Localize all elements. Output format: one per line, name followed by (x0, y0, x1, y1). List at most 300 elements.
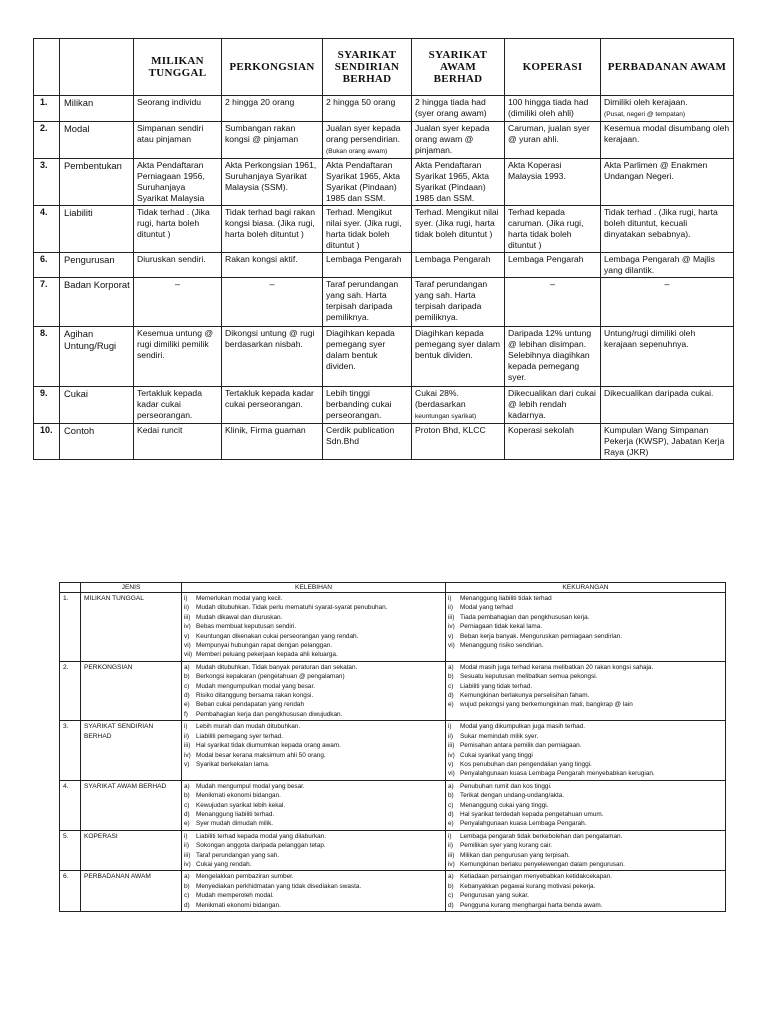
list-item (184, 650, 443, 659)
disadvantages-cell (446, 593, 726, 662)
item-marker: v) (448, 760, 454, 768)
item-text: Menanggung cukai yang tinggi. (460, 801, 549, 809)
header2-jenis: JENIS (81, 583, 182, 593)
list-item (184, 722, 443, 731)
disadvantages-list (448, 663, 723, 710)
header2-num (60, 583, 81, 593)
list-item (448, 682, 723, 691)
table2-row (60, 871, 726, 912)
cell-text: Dikecualikan dari cukai @ lebih rendah kadarnya. (508, 388, 596, 420)
list-item (184, 622, 443, 631)
cell-text: Terhad. Mengikut nilai syer. (Jika rugi, harta tidak boleh dituntut ) (326, 207, 402, 250)
item-marker: a) (448, 873, 454, 881)
table1-cell (412, 159, 505, 206)
row-number: 3. (34, 159, 60, 206)
business-type: KOPERASI (81, 830, 182, 871)
list-item (184, 691, 443, 700)
item-text: Perniagaan tidak kekal lama. (460, 623, 543, 631)
list-item (184, 872, 443, 881)
cell-text: Kesemua untung @ rugi dimiliki pemilik sendiri. (137, 328, 214, 360)
cell-note: (Bukan orang awam) (326, 148, 388, 155)
item-text: Terikat dengan undang-undang/akta. (460, 792, 565, 800)
item-text: Taraf perundangan yang sah. (196, 851, 280, 859)
list-item (184, 603, 443, 612)
cell-text: 100 hingga tiada had (dimiliki oleh ahli) (508, 97, 589, 118)
item-marker: iii) (448, 613, 455, 621)
item-marker: iv) (448, 860, 455, 868)
item-text: Menanggung liabiliti terhad. (196, 810, 275, 818)
cell-text: Tidak terhad . (Jika rugi, harta boleh dituntut, kecuali dinyatakan sebabnya). (604, 207, 718, 239)
item-marker: a) (184, 663, 190, 671)
item-text: Modal masih juga terhad kerana melibatkan 20 rakan kongsi sahaja. (460, 663, 654, 671)
table1-cell (134, 253, 222, 278)
cell-text: Jualan syer kepada orang awam @ pinjaman. (415, 123, 490, 155)
advantages-cell (182, 871, 446, 912)
table1-cell (222, 159, 323, 206)
item-marker: c) (184, 682, 190, 690)
table1-cell (412, 122, 505, 159)
header-num (34, 39, 60, 96)
row-aspect: Pembentukan (60, 159, 134, 206)
item-text: Sesuatu keputusan melibatkan semua pekongsi. (460, 673, 598, 681)
item-text: Kebanyakkan pegawai kurang motivasi pekerja. (460, 882, 596, 890)
cell-text: Dikongsi untung @ rugi berdasarkan nisbah. (225, 328, 315, 349)
item-text: Sokongan anggota daripada pelanggan tetap. (196, 842, 326, 850)
table1-cell (412, 424, 505, 460)
table1-cell (323, 206, 412, 253)
row-aspect: Agihan Untung/Rugi (60, 327, 134, 387)
item-marker: iii) (448, 742, 455, 750)
list-item (184, 741, 443, 750)
row-aspect: Cukai (60, 387, 134, 424)
list-item (448, 632, 723, 641)
cell-text: Akta Koperasi Malaysia 1993. (508, 160, 566, 181)
list-item (184, 663, 443, 672)
business-type: PERKONGSIAN (81, 661, 182, 720)
item-marker: vii) (184, 651, 193, 659)
item-text: Penubuhan rumit dan kos tinggi. (460, 782, 552, 790)
cell-text: Terhad. Mengikut nilai syer. (Jika rugi, harta tidak boleh dituntut ) (415, 207, 499, 239)
item-marker: ii) (448, 732, 453, 740)
cell-text: Kedai runcit (137, 425, 183, 435)
table1-cell (505, 424, 601, 460)
item-text: Memerlukan modal yang kecil. (196, 595, 283, 602)
cell-text: Lembaga Pengarah (508, 254, 584, 264)
list-item (184, 632, 443, 641)
cell-text: Diagihkan kepada pemegang syer dalam bentuk dividen. (326, 328, 395, 371)
cell-text: Akta Parlimen @ Enakmen Undangan Negeri. (604, 160, 708, 181)
table1-cell (134, 96, 222, 122)
list-item (448, 851, 723, 860)
advantages-list (184, 663, 443, 719)
cell-text: Simpanan sendiri atau pinjaman (137, 123, 204, 144)
table1-cell (222, 387, 323, 424)
item-text: Modal yang dikumpulkan juga masih terhad. (460, 723, 586, 731)
list-item (184, 901, 443, 910)
list-item (448, 691, 723, 700)
list-item (184, 732, 443, 741)
list-item (448, 760, 723, 769)
table1-cell (505, 253, 601, 278)
item-text: Risiko ditanggung bersama rakan kongsi. (196, 692, 314, 700)
table1-cell (134, 159, 222, 206)
row-number: 4. (60, 780, 81, 830)
list-item (448, 832, 723, 841)
header2-kekurangan: KEKURANGAN (446, 583, 726, 593)
disadvantages-list (448, 722, 723, 778)
cell-text: Terhad kepada caruman. (Jika rugi, harta tidak boleh dituntut ) (508, 207, 584, 250)
list-item (184, 613, 443, 622)
list-item (448, 594, 723, 603)
cell-text: – (664, 279, 670, 289)
item-text: Mudah ditubuhkan. Tidak perlu mematuhi syarat-syarat penubuhan. (196, 604, 388, 612)
item-marker: i) (448, 723, 452, 731)
item-marker: ii) (448, 842, 453, 850)
item-marker: iv) (448, 623, 455, 631)
list-item (184, 751, 443, 760)
row-aspect: Liabiliti (60, 206, 134, 253)
item-text: Mudah dikawal dan diuruskan. (196, 613, 283, 621)
table2-header-row (60, 583, 726, 593)
list-item (184, 641, 443, 650)
item-text: Cukai yang rendah. (196, 860, 252, 868)
item-marker: d) (448, 810, 454, 818)
advantages-cell (182, 830, 446, 871)
list-item (448, 613, 723, 622)
advantages-disadvantages-table (59, 582, 726, 912)
item-text: Syer mudah dimudah milik. (196, 820, 274, 828)
cell-text: 2 hingga 20 orang (225, 97, 295, 107)
item-marker: e) (448, 701, 454, 709)
disadvantages-cell (446, 721, 726, 780)
table1-cell (323, 159, 412, 206)
table1-cell (601, 122, 734, 159)
table1-cell (412, 96, 505, 122)
item-text: Modal besar kerana maksimum ahli 50 orang. (196, 751, 326, 759)
item-marker: iv) (184, 860, 191, 868)
advantages-list (184, 872, 443, 910)
table1-cell (412, 327, 505, 387)
item-text: Mudah memperoleh modal. (196, 892, 274, 900)
item-marker: iii) (184, 613, 191, 621)
item-marker: b) (184, 792, 190, 800)
disadvantages-list (448, 594, 723, 650)
cell-text: Caruman, jualan syer @ yuran ahli. (508, 123, 590, 144)
table1-cell (601, 278, 734, 327)
list-item (184, 801, 443, 810)
advantages-cell (182, 593, 446, 662)
item-marker: c) (184, 801, 190, 809)
cell-note: (Pusat, negeri @ tempatan) (604, 111, 686, 118)
table1-cell (134, 206, 222, 253)
disadvantages-list (448, 782, 723, 829)
item-marker: b) (448, 673, 454, 681)
table1-cell (505, 327, 601, 387)
item-text: Lembaga pengarah tidak berkebolehan dan pengalaman. (460, 832, 623, 840)
header-perbadanan-awam: PERBADANAN AWAM (601, 39, 734, 96)
row-number: 1. (60, 593, 81, 662)
table1-cell (134, 327, 222, 387)
item-marker: i) (448, 832, 452, 840)
item-text: Berkongsi kepakaran (pengetahuan @ pengalaman) (196, 673, 345, 681)
item-marker: i) (184, 723, 188, 731)
table1-row (34, 424, 734, 460)
item-text: Kos penubuhan dan pengendalian yang tinggi. (460, 760, 592, 768)
item-text: Pembahagian kerja dan pengkhususan diwujudkan. (196, 710, 343, 718)
cell-text: 2 hingga 50 orang (326, 97, 396, 107)
item-marker: b) (184, 673, 190, 681)
cell-text: Tidak terhad . (Jika rugi, harta boleh dituntut ) (137, 207, 210, 239)
cell-text: Dikecualikan daripada cukai. (604, 388, 714, 398)
advantages-list (184, 782, 443, 829)
item-marker: b) (448, 792, 454, 800)
item-marker: ii) (184, 842, 189, 850)
cell-text: – (174, 279, 180, 289)
list-item (448, 672, 723, 681)
table1-cell (505, 387, 601, 424)
item-text: Cukai syarikat yang tinggi (460, 751, 533, 759)
item-text: Milikan dan pengurusan yang terpisah. (460, 851, 570, 859)
item-marker: d) (184, 810, 190, 818)
cell-text: Jualan syer kepada orang persendirian. (326, 123, 401, 144)
table1-cell (601, 96, 734, 122)
business-type: MILIKAN TUNGGAL (81, 593, 182, 662)
item-marker: c) (184, 892, 190, 900)
list-item (184, 882, 443, 891)
item-marker: a) (448, 782, 454, 790)
cell-note: keuntungan syarikat) (415, 413, 477, 420)
item-marker: e) (184, 701, 190, 709)
list-item (448, 872, 723, 881)
list-item (448, 891, 723, 900)
item-marker: d) (184, 692, 190, 700)
table1-row (34, 278, 734, 327)
row-aspect: Pengurusan (60, 253, 134, 278)
list-item (184, 832, 443, 841)
table1-cell (222, 253, 323, 278)
item-text: Beban cukai pendapatan yang rendah (196, 701, 305, 709)
list-item (448, 603, 723, 612)
table1-cell (412, 253, 505, 278)
item-marker: iv) (184, 623, 191, 631)
item-text: Sukar memindah milik syer. (460, 732, 539, 740)
row-aspect: Contoh (60, 424, 134, 460)
item-marker: c) (448, 682, 454, 690)
cell-text: Akta Pendaftaran Syarikat 1965, Akta Syarikat (Pindaan) 1985 dan SSM. (326, 160, 401, 203)
item-marker: f) (184, 710, 188, 718)
table2-row (60, 721, 726, 780)
table1-cell (323, 122, 412, 159)
table2-row (60, 593, 726, 662)
cell-text: Seorang individu (137, 97, 202, 107)
table1-cell (134, 424, 222, 460)
table1-cell (323, 253, 412, 278)
list-item (184, 672, 443, 681)
table1-cell (323, 278, 412, 327)
list-item (184, 851, 443, 860)
table1-row (34, 159, 734, 206)
item-text: Mengelakkan pembaziran sumber. (196, 873, 294, 881)
header-syarikat-awam-berhad: SYARIKAT AWAM BERHAD (412, 39, 505, 96)
cell-text: Cerdik publication Sdn.Bhd (326, 425, 395, 446)
table1-cell (601, 327, 734, 387)
table1-row (34, 327, 734, 387)
item-marker: iii) (448, 851, 455, 859)
item-text: Hal syarikat tidak diumumkan kepada orang awam. (196, 742, 341, 750)
table1-cell (323, 327, 412, 387)
table2-row (60, 661, 726, 720)
table1-cell (222, 96, 323, 122)
item-text: Kemungkinan berlaku penyelewengan dalam pengurusan. (460, 860, 625, 868)
row-number: 2. (60, 661, 81, 720)
item-text: Liabiliti terhad kepada modal yang dilaburkan. (196, 832, 327, 840)
table2-row (60, 830, 726, 871)
cell-text: Dimiliki oleh kerajaan. (604, 97, 688, 107)
advantages-list (184, 722, 443, 769)
row-number: 8. (34, 327, 60, 387)
cell-text: Daripada 12% untung @ lebihan disimpan. Selebihnya diagihkan kepada pemegang syer. (508, 328, 592, 382)
list-item (448, 741, 723, 750)
header-koperasi: KOPERASI (505, 39, 601, 96)
item-text: Mempunyai hubungan rapat dengan pelanggan. (196, 642, 333, 650)
table1-cell (412, 278, 505, 327)
table1-row (34, 122, 734, 159)
list-item (448, 732, 723, 741)
business-type: PERBADANAN AWAM (81, 871, 182, 912)
table1-cell (134, 387, 222, 424)
cell-text: – (549, 279, 555, 289)
item-text: Pengurusan yang sukar. (460, 892, 529, 900)
list-item (448, 819, 723, 828)
disadvantages-cell (446, 871, 726, 912)
table1-cell (601, 253, 734, 278)
item-marker: v) (184, 760, 190, 768)
table1-row (34, 206, 734, 253)
item-text: Memberi peluang pekerjaan kepada ahli keluarga. (196, 651, 338, 659)
item-text: wujud pekongsi yang berkemungkinan mati, bangkrap @ lain (460, 701, 633, 709)
item-marker: iii) (184, 851, 191, 859)
row-number: 9. (34, 387, 60, 424)
item-text: Mudah mengumpul modal yang besar. (196, 782, 305, 790)
cell-text: Lembaga Pengarah (415, 254, 491, 264)
cell-text: Lebih tinggi berbanding cukai perseorangan. (326, 388, 392, 420)
table1-cell (222, 278, 323, 327)
advantages-cell (182, 661, 446, 720)
item-marker: e) (448, 820, 454, 828)
table1-cell (323, 96, 412, 122)
table1-row (34, 96, 734, 122)
header2-kelebihan: KELEBIHAN (182, 583, 446, 593)
table2-row (60, 780, 726, 830)
business-comparison-table (33, 38, 734, 460)
table1-cell (222, 122, 323, 159)
item-marker: ii) (184, 732, 189, 740)
item-text: Pemisahan antara pemilik dan perniagaan. (460, 742, 582, 750)
table1-cell (505, 96, 601, 122)
item-marker: d) (448, 901, 454, 909)
item-marker: e) (184, 820, 190, 828)
list-item (448, 700, 723, 709)
table1-row (34, 387, 734, 424)
list-item (184, 819, 443, 828)
item-text: Penyalahgunaan kuasa Lembaga Pengarah. (460, 820, 587, 828)
row-number: 1. (34, 96, 60, 122)
list-item (448, 882, 723, 891)
row-number: 3. (60, 721, 81, 780)
list-item (448, 722, 723, 731)
item-text: Tiada pembahagian dan pengkhususan kerja. (460, 613, 590, 621)
item-text: Menikmati ekonomi bidangan. (196, 901, 281, 909)
table1-cell (222, 206, 323, 253)
item-marker: b) (184, 882, 190, 890)
item-text: Menikmati ekonomi bidangan. (196, 792, 281, 800)
item-text: Keuntungan dikenakan cukai perseorangan yang rendah. (196, 632, 359, 640)
item-text: Penyalahgunaan kuasa Lembaga Pengarah menyebabkan kerugian. (460, 770, 655, 778)
table1-cell (323, 387, 412, 424)
row-aspect: Badan Korporat (60, 278, 134, 327)
cell-text: Lembaga Pengarah (326, 254, 402, 264)
item-marker: i) (448, 595, 452, 602)
item-marker: vi) (184, 642, 191, 650)
item-text: Pemilikan syer yang kurang cair. (460, 842, 552, 850)
item-text: Lebih murah dan mudah ditubuhkan. (196, 723, 301, 731)
list-item (184, 760, 443, 769)
item-marker: d) (448, 692, 454, 700)
list-item (448, 769, 723, 778)
list-item (448, 860, 723, 869)
item-text: Hal syarikat terdedah kepada pengetahuan umum. (460, 810, 604, 818)
item-text: Bebas membuat keputusan sendiri. (196, 623, 297, 631)
item-text: Beban kerja banyak. Menguruskan perniagaan sendirian. (460, 632, 623, 640)
list-item (448, 801, 723, 810)
header-perkongsian: PERKONGSIAN (222, 39, 323, 96)
item-marker: iv) (184, 751, 191, 759)
item-marker: iii) (184, 742, 191, 750)
item-text: Syarikat berkekalan lama. (196, 760, 270, 768)
item-marker: vi) (448, 770, 455, 778)
list-item (448, 782, 723, 791)
list-item (184, 841, 443, 850)
table1-cell (601, 206, 734, 253)
table1-cell (601, 387, 734, 424)
table1-cell (323, 424, 412, 460)
table2-body (60, 593, 726, 912)
item-marker: i) (184, 595, 188, 602)
table1-cell (222, 327, 323, 387)
table1-cell (412, 387, 505, 424)
table1-cell (134, 122, 222, 159)
advantages-cell (182, 721, 446, 780)
item-marker: i) (184, 832, 188, 840)
disadvantages-list (448, 832, 723, 870)
table1-cell (134, 278, 222, 327)
list-item (448, 841, 723, 850)
disadvantages-cell (446, 780, 726, 830)
row-number: 5. (60, 830, 81, 871)
item-text: Mudah mengumpulkan modal yang besar. (196, 682, 316, 690)
item-text: Kewujudan syarikat lebih kekal. (196, 801, 286, 809)
item-marker: a) (448, 663, 454, 671)
cell-text: Sumbangan rakan kongsi @ pinjaman (225, 123, 299, 144)
cell-text: Untung/rugi dimiliki oleh kerajaan sepenuhnya. (604, 328, 696, 349)
item-text: Kemungkinan berlakunya perselisihan faham. (460, 692, 590, 700)
cell-text: – (269, 279, 275, 289)
cell-text: 2 hingga tiada had (syer orang awam) (415, 97, 487, 118)
item-marker: vi) (448, 642, 455, 650)
row-number: 10. (34, 424, 60, 460)
row-number: 4. (34, 206, 60, 253)
list-item (184, 782, 443, 791)
